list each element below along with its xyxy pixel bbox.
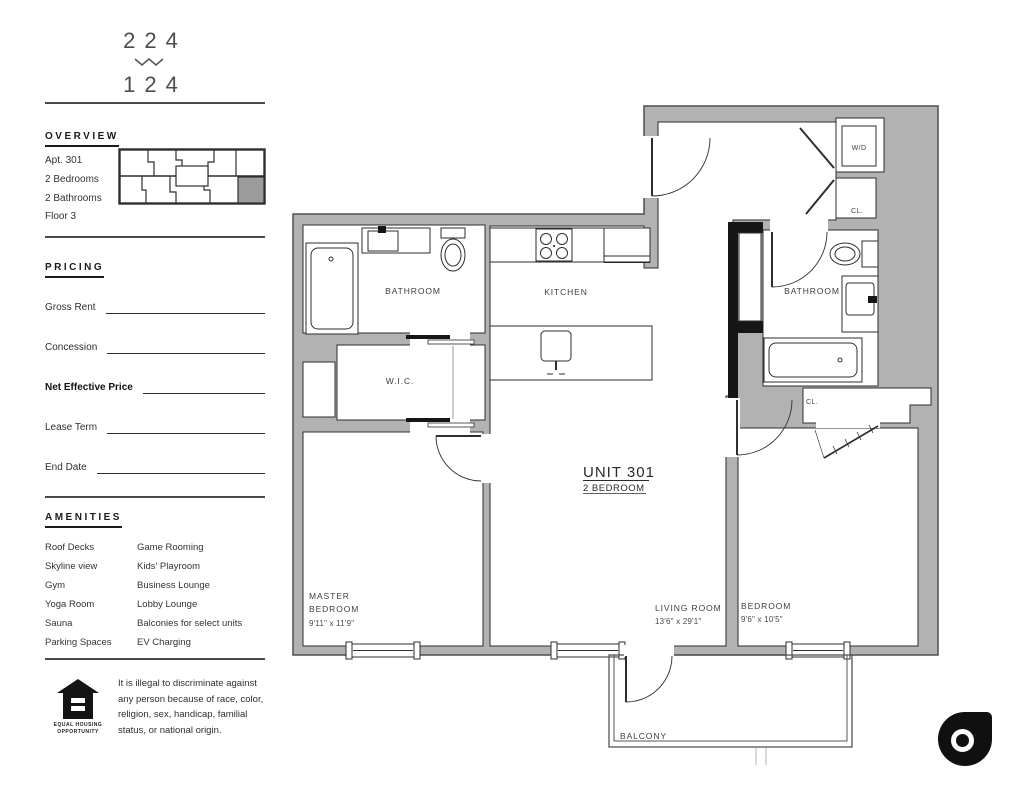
net-effective-price-label: Net Effective Price (45, 382, 133, 393)
label-living-dims: 13'6" x 29'1" (655, 617, 702, 626)
equal-housing-icon (56, 678, 100, 720)
divider (45, 102, 265, 104)
kitchen-island (490, 326, 652, 380)
label-kitchen: KITCHEN (544, 287, 588, 297)
label-bathroom-left: BATHROOM (385, 286, 441, 296)
amenity-item: Parking Spaces (45, 637, 112, 648)
concession-blank[interactable] (107, 335, 265, 354)
label-master-line1: MASTER (309, 591, 350, 601)
overview-bathrooms: 2 Bathrooms (45, 192, 102, 204)
fair-housing-notice: It is illegal to discriminate against any person because of race, color, religion, sex, handicap, familial status, or national origin. (118, 678, 264, 736)
toilet-right (830, 241, 878, 267)
pricing-rows (45, 292, 265, 492)
overview-apt: Apt. 301 (45, 155, 83, 166)
logo-line-124: 124 (123, 72, 187, 97)
corridor-closet (739, 233, 761, 321)
balcony-door (626, 656, 672, 702)
pricing-row-concession (45, 332, 265, 354)
logo-line-224: 224 (123, 28, 187, 53)
label-bathroom-right: BATHROOM (784, 286, 840, 296)
amenity-item: Sauna (45, 618, 73, 629)
amenities-right-column (137, 538, 269, 652)
label-wic: W.I.C. (385, 376, 415, 386)
label-bedroom-dims: 9'6" x 10'5" (741, 615, 783, 624)
sink-right (842, 276, 878, 332)
label-bedroom: BEDROOM (741, 601, 792, 611)
toilet-left (441, 228, 465, 271)
label-living-room: LIVING ROOM (655, 603, 722, 613)
stove (536, 229, 572, 261)
label-master-line2: BEDROOM (309, 604, 360, 614)
end-date-label: End Date (45, 462, 87, 473)
label-wd: W/D (851, 145, 867, 152)
label-cl-top: CL. (850, 208, 864, 215)
label-master-dims: 9'11" x 11'9" (309, 619, 355, 628)
logo-zigzag-icon (133, 56, 169, 68)
bathtub-right (764, 338, 862, 382)
sink-left (362, 226, 430, 253)
amenity-item: Balconies for select units (137, 618, 243, 629)
amenity-item: Kids' Playroom (137, 561, 201, 572)
balcony (609, 655, 852, 765)
amenity-item: Roof Decks (45, 542, 95, 553)
gross-rent-blank[interactable] (106, 295, 265, 314)
unit-subtitle: 2 BEDROOM (583, 483, 645, 494)
wic-niche (303, 362, 335, 417)
keyplan-map (118, 148, 266, 206)
amenity-item: Yoga Room (45, 599, 95, 610)
window-bedroom (786, 642, 850, 659)
lease-term-label: Lease Term (45, 422, 98, 433)
label-balcony: BALCONY (620, 731, 667, 741)
pricing-row-lease-term (45, 412, 265, 434)
amenity-item: Gym (45, 580, 66, 591)
lease-term-blank[interactable] (107, 415, 265, 434)
bathtub-left (306, 243, 358, 334)
overview-heading: OVERVIEW (45, 131, 119, 147)
amenity-item: Skyline view (45, 561, 98, 572)
concession-label: Concession (45, 342, 98, 353)
overview-bedrooms: 2 Bedrooms (45, 173, 99, 185)
divider (45, 236, 265, 238)
amenities-heading: AMENITIES (45, 512, 122, 528)
equal-housing-caption: EQUAL HOUSING OPPORTUNITY (53, 722, 103, 735)
label-cl-bedroom: CL. (806, 399, 819, 406)
gross-rent-label: Gross Rent (45, 302, 96, 313)
unit-title: UNIT 301 (583, 464, 655, 481)
refrigerator (604, 228, 650, 262)
amenities-left-column (45, 538, 133, 652)
pricing-heading: PRICING (45, 262, 104, 278)
floorplan (280, 95, 960, 765)
amenity-item: Business Lounge (137, 580, 210, 591)
realtor-logo-icon (938, 712, 992, 766)
pricing-row-net-effective (45, 372, 265, 394)
net-effective-price-blank[interactable] (143, 375, 265, 394)
amenity-item: EV Charging (137, 637, 191, 648)
amenity-item: Lobby Lounge (137, 599, 198, 610)
end-date-blank[interactable] (97, 455, 265, 474)
pricing-row-gross-rent (45, 292, 265, 314)
pricing-row-end-date (45, 452, 265, 474)
building-logo (103, 28, 198, 98)
keyplan-highlighted-unit (238, 177, 264, 203)
overview-items (45, 152, 102, 227)
window-master-bedroom (346, 642, 420, 659)
amenity-item: Game Rooming (137, 542, 204, 553)
realtor-logo-ring (951, 729, 974, 752)
overview-floor: Floor 3 (45, 211, 77, 223)
divider (45, 496, 265, 498)
divider (45, 658, 265, 660)
room-bedroom (738, 428, 918, 646)
